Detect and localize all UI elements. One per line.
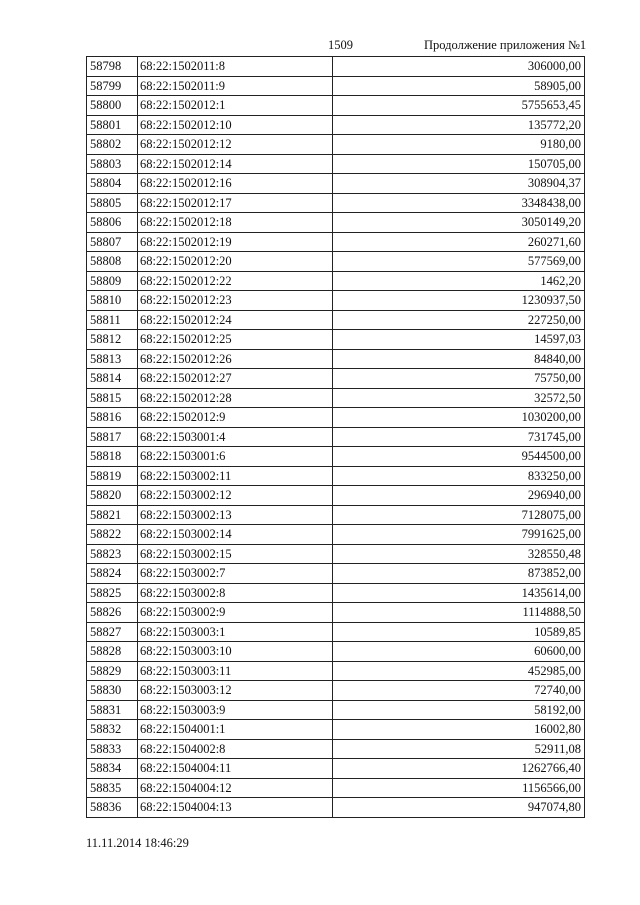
- row-number-cell: 58815: [87, 388, 138, 408]
- cadastral-number-cell: 68:22:1503003:10: [138, 642, 333, 662]
- table-row: [87, 291, 585, 311]
- table-row: [87, 330, 585, 350]
- row-number-cell: 58806: [87, 213, 138, 233]
- cadastral-value-cell: 9180,00: [333, 135, 585, 155]
- cadastral-value-cell: 58192,00: [333, 700, 585, 720]
- cadastral-value-cell: 10589,85: [333, 622, 585, 642]
- row-number-cell: 58819: [87, 466, 138, 486]
- cadastral-number-cell: 68:22:1503002:9: [138, 603, 333, 623]
- row-number-cell: 58803: [87, 154, 138, 174]
- row-number-cell: 58834: [87, 759, 138, 779]
- table-row: [87, 427, 585, 447]
- cadastral-value-cell: 7128075,00: [333, 505, 585, 525]
- cadastral-value-cell: 452985,00: [333, 661, 585, 681]
- row-number-cell: 58816: [87, 408, 138, 428]
- cadastral-value-cell: 58905,00: [333, 76, 585, 96]
- cadastral-value-cell: 227250,00: [333, 310, 585, 330]
- row-number-cell: 58831: [87, 700, 138, 720]
- cadastral-number-cell: 68:22:1502012:24: [138, 310, 333, 330]
- row-number-cell: 58830: [87, 681, 138, 701]
- cadastral-value-cell: 75750,00: [333, 369, 585, 389]
- cadastral-number-cell: 68:22:1502012:23: [138, 291, 333, 311]
- page-header: [0, 38, 640, 54]
- row-number-cell: 58810: [87, 291, 138, 311]
- row-number-cell: 58833: [87, 739, 138, 759]
- table-row: [87, 544, 585, 564]
- cadastral-value-cell: 3050149,20: [333, 213, 585, 233]
- table-row: [87, 193, 585, 213]
- row-number-cell: 58828: [87, 642, 138, 662]
- cadastral-value-cell: 308904,37: [333, 174, 585, 194]
- table-row: [87, 661, 585, 681]
- cadastral-number-cell: 68:22:1504004:13: [138, 798, 333, 818]
- cadastral-number-cell: 68:22:1502012:14: [138, 154, 333, 174]
- cadastral-number-cell: 68:22:1503003:9: [138, 700, 333, 720]
- table-row: [87, 388, 585, 408]
- cadastral-value-cell: 32572,50: [333, 388, 585, 408]
- page-number: 1509: [328, 38, 353, 52]
- table-row: [87, 96, 585, 116]
- cadastral-value-cell: 1262766,40: [333, 759, 585, 779]
- row-number-cell: 58817: [87, 427, 138, 447]
- row-number-cell: 58808: [87, 252, 138, 272]
- cadastral-value-cell: 328550,48: [333, 544, 585, 564]
- cadastral-value-cell: 150705,00: [333, 154, 585, 174]
- row-number-cell: 58818: [87, 447, 138, 467]
- cadastral-number-cell: 68:22:1502012:10: [138, 115, 333, 135]
- cadastral-number-cell: 68:22:1503002:7: [138, 564, 333, 584]
- header-title: Продолжение приложения №1: [424, 38, 587, 52]
- table-row: [87, 135, 585, 155]
- table-row: [87, 583, 585, 603]
- table-row: [87, 57, 585, 77]
- row-number-cell: 58799: [87, 76, 138, 96]
- cadastral-number-cell: 68:22:1503002:14: [138, 525, 333, 545]
- table-row: [87, 798, 585, 818]
- cadastral-value-cell: 1114888,50: [333, 603, 585, 623]
- table-row: [87, 349, 585, 369]
- cadastral-value-cell: 577569,00: [333, 252, 585, 272]
- row-number-cell: 58820: [87, 486, 138, 506]
- cadastral-value-cell: 306000,00: [333, 57, 585, 77]
- cadastral-value-cell: 1462,20: [333, 271, 585, 291]
- table-row: [87, 739, 585, 759]
- cadastral-value-cell: 60600,00: [333, 642, 585, 662]
- row-number-cell: 58832: [87, 720, 138, 740]
- cadastral-value-cell: 135772,20: [333, 115, 585, 135]
- table-row: [87, 252, 585, 272]
- cadastral-value-cell: 947074,80: [333, 798, 585, 818]
- table-row: [87, 700, 585, 720]
- cadastral-value-cell: 9544500,00: [333, 447, 585, 467]
- row-number-cell: 58798: [87, 57, 138, 77]
- cadastral-number-cell: 68:22:1502012:19: [138, 232, 333, 252]
- cadastral-number-cell: 68:22:1502012:17: [138, 193, 333, 213]
- table-row: [87, 759, 585, 779]
- cadastral-number-cell: 68:22:1503003:12: [138, 681, 333, 701]
- cadastral-number-cell: 68:22:1502012:26: [138, 349, 333, 369]
- table-row: [87, 486, 585, 506]
- cadastral-number-cell: 68:22:1504004:12: [138, 778, 333, 798]
- table-row: [87, 213, 585, 233]
- cadastral-number-cell: 68:22:1502012:16: [138, 174, 333, 194]
- cadastral-number-cell: 68:22:1504004:11: [138, 759, 333, 779]
- cadastral-value-cell: 296940,00: [333, 486, 585, 506]
- cadastral-number-cell: 68:22:1503003:11: [138, 661, 333, 681]
- cadastral-value-cell: 84840,00: [333, 349, 585, 369]
- cadastral-value-cell: 731745,00: [333, 427, 585, 447]
- cadastral-value-cell: 16002,80: [333, 720, 585, 740]
- cadastral-value-table: [86, 56, 585, 818]
- row-number-cell: 58823: [87, 544, 138, 564]
- cadastral-number-cell: 68:22:1502012:22: [138, 271, 333, 291]
- table-row: [87, 681, 585, 701]
- cadastral-value-cell: 5755653,45: [333, 96, 585, 116]
- cadastral-number-cell: 68:22:1502012:27: [138, 369, 333, 389]
- cadastral-number-cell: 68:22:1502012:20: [138, 252, 333, 272]
- cadastral-number-cell: 68:22:1503002:11: [138, 466, 333, 486]
- row-number-cell: 58822: [87, 525, 138, 545]
- cadastral-number-cell: 68:22:1502011:9: [138, 76, 333, 96]
- table-row: [87, 603, 585, 623]
- cadastral-number-cell: 68:22:1504001:1: [138, 720, 333, 740]
- cadastral-number-cell: 68:22:1502012:12: [138, 135, 333, 155]
- cadastral-number-cell: 68:22:1503002:13: [138, 505, 333, 525]
- cadastral-value-cell: 72740,00: [333, 681, 585, 701]
- table-row: [87, 778, 585, 798]
- cadastral-value-cell: 1435614,00: [333, 583, 585, 603]
- cadastral-value-cell: 873852,00: [333, 564, 585, 584]
- table-row: [87, 622, 585, 642]
- cadastral-number-cell: 68:22:1502012:1: [138, 96, 333, 116]
- row-number-cell: 58813: [87, 349, 138, 369]
- table-row: [87, 466, 585, 486]
- cadastral-value-cell: 3348438,00: [333, 193, 585, 213]
- row-number-cell: 58804: [87, 174, 138, 194]
- row-number-cell: 58814: [87, 369, 138, 389]
- table-row: [87, 720, 585, 740]
- row-number-cell: 58824: [87, 564, 138, 584]
- row-number-cell: 58827: [87, 622, 138, 642]
- row-number-cell: 58829: [87, 661, 138, 681]
- cadastral-number-cell: 68:22:1503001:4: [138, 427, 333, 447]
- table-row: [87, 271, 585, 291]
- row-number-cell: 58807: [87, 232, 138, 252]
- row-number-cell: 58800: [87, 96, 138, 116]
- table-row: [87, 408, 585, 428]
- cadastral-number-cell: 68:22:1502012:9: [138, 408, 333, 428]
- cadastral-number-cell: 68:22:1502012:28: [138, 388, 333, 408]
- cadastral-value-cell: 260271,60: [333, 232, 585, 252]
- cadastral-number-cell: 68:22:1502012:25: [138, 330, 333, 350]
- row-number-cell: 58801: [87, 115, 138, 135]
- footer-timestamp: 11.11.2014 18:46:29: [86, 836, 189, 850]
- row-number-cell: 58836: [87, 798, 138, 818]
- table-row: [87, 310, 585, 330]
- table-row: [87, 447, 585, 467]
- row-number-cell: 58825: [87, 583, 138, 603]
- table-row: [87, 115, 585, 135]
- cadastral-value-cell: 1230937,50: [333, 291, 585, 311]
- cadastral-value-cell: 1030200,00: [333, 408, 585, 428]
- cadastral-value-cell: 52911,08: [333, 739, 585, 759]
- row-number-cell: 58812: [87, 330, 138, 350]
- table-row: [87, 76, 585, 96]
- table-row: [87, 642, 585, 662]
- table-row: [87, 525, 585, 545]
- cadastral-number-cell: 68:22:1502011:8: [138, 57, 333, 77]
- cadastral-number-cell: 68:22:1504002:8: [138, 739, 333, 759]
- row-number-cell: 58805: [87, 193, 138, 213]
- table-row: [87, 174, 585, 194]
- cadastral-value-cell: 833250,00: [333, 466, 585, 486]
- cadastral-number-cell: 68:22:1503003:1: [138, 622, 333, 642]
- table-row: [87, 369, 585, 389]
- cadastral-number-cell: 68:22:1503002:15: [138, 544, 333, 564]
- cadastral-value-cell: 14597,03: [333, 330, 585, 350]
- cadastral-number-cell: 68:22:1502012:18: [138, 213, 333, 233]
- table-body: [87, 57, 585, 818]
- cadastral-number-cell: 68:22:1503002:12: [138, 486, 333, 506]
- table-row: [87, 564, 585, 584]
- table-row: [87, 232, 585, 252]
- row-number-cell: 58809: [87, 271, 138, 291]
- cadastral-number-cell: 68:22:1503002:8: [138, 583, 333, 603]
- row-number-cell: 58826: [87, 603, 138, 623]
- row-number-cell: 58821: [87, 505, 138, 525]
- cadastral-value-cell: 7991625,00: [333, 525, 585, 545]
- row-number-cell: 58835: [87, 778, 138, 798]
- table-row: [87, 154, 585, 174]
- cadastral-value-cell: 1156566,00: [333, 778, 585, 798]
- row-number-cell: 58802: [87, 135, 138, 155]
- cadastral-number-cell: 68:22:1503001:6: [138, 447, 333, 467]
- row-number-cell: 58811: [87, 310, 138, 330]
- table-row: [87, 505, 585, 525]
